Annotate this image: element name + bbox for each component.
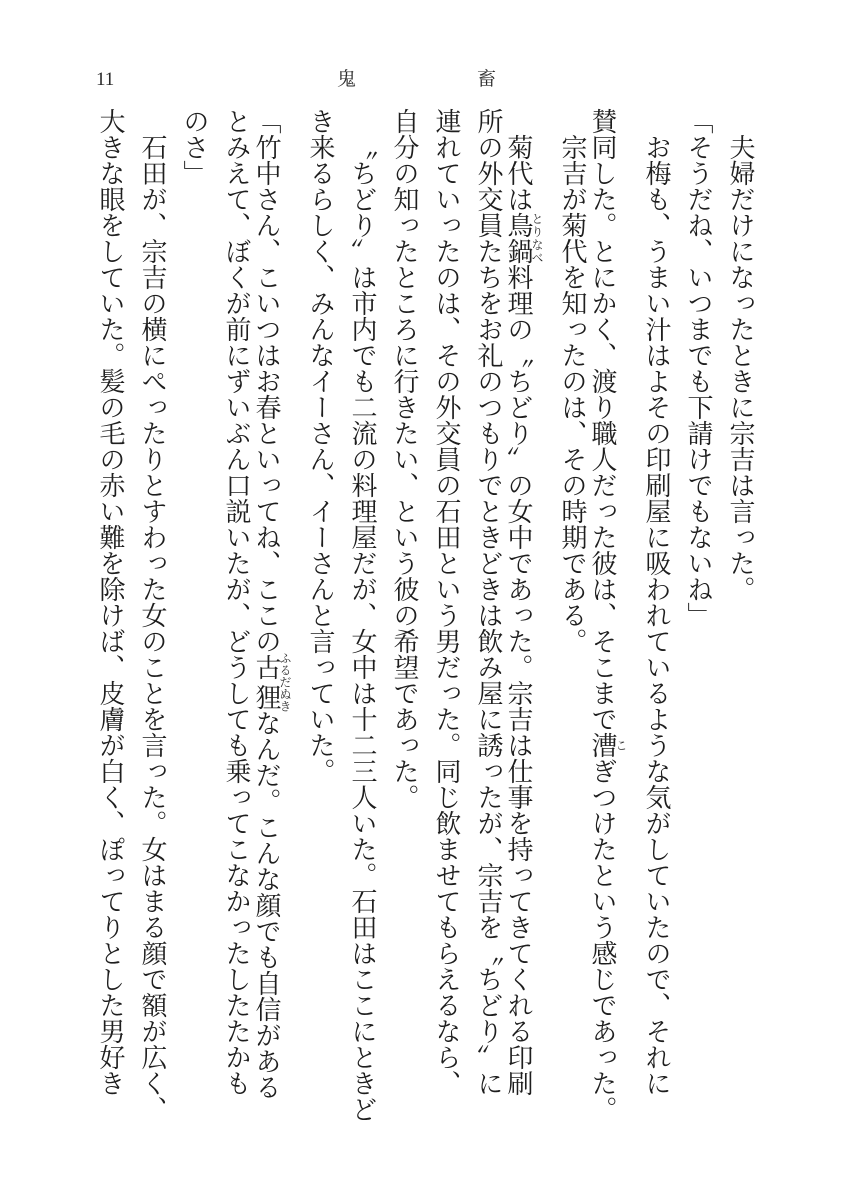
text-column-12 <box>251 108 292 1100</box>
text-column-7: 所の外交員たちをお礼のつもりでときどきは飲み屋に誘ったが、宗吉を〝ちどり〟に <box>473 108 503 1096</box>
text-column-4 <box>587 108 628 1122</box>
text-segment: 賛同した。とにかく、渡り職人だった彼は、そこまで <box>587 108 617 732</box>
text-column-2: 「そうだね、いつまでも下請けでもないね」 <box>683 108 713 628</box>
text-column-16: 大きな眼をしていた。髪の毛の赤い難を除けば、皮膚が白く、ぽってりとした男好き <box>95 108 125 1096</box>
text-segment: 「竹中さん、こいつはお春といってね、ここの <box>251 108 281 654</box>
text-column-6 <box>503 108 544 1096</box>
text-column-1: 夫婦だけになったときに宗吉は言った。 <box>725 134 755 602</box>
text-column-10: 〝ちどり〟は市内でも二流の料理屋だが、女中は十二三人いた。石田はここにときど <box>347 134 377 1122</box>
running-title-char-1: 鬼 <box>337 69 357 90</box>
text-segment: 菊代は <box>503 134 533 212</box>
page-number: 11 <box>96 69 115 90</box>
text-column-13: とみえて、ぼくが前にずいぶん口説いたが、どうしても乗ってこなかったしたたかも <box>221 108 251 1096</box>
ruby-base: 鳥鍋 <box>503 212 533 264</box>
text-column-5: 宗吉が菊代を知ったのは、その時期である。 <box>557 134 587 654</box>
ruby-base: 古狸 <box>251 652 281 712</box>
ruby-annotated-word <box>251 652 292 712</box>
ruby-reading: こ <box>614 732 628 758</box>
text-column-3: お梅も、うまい汁はよその印刷屋に吸われているような気がしていたので、それに <box>641 134 671 1096</box>
text-column-11: き来るらしく、みんなイーさん、イーさんと言っていた。 <box>305 108 335 784</box>
text-column-9: 自分の知ったところに行きたい、という彼の希望であった。 <box>389 108 419 810</box>
ruby-annotated-word <box>503 212 544 264</box>
text-column-8: 連れていったのは、その外交員の石田という男だった。同じ飲ませてもらえるなら、 <box>431 108 461 1096</box>
text-segment: ぎつけたという感じであった。 <box>587 758 617 1122</box>
ruby-annotated-word <box>587 732 628 758</box>
text-segment: なんだ。こんな顔でも自信がある <box>251 710 281 1100</box>
text-segment: 料理の〝ちどり〟の女中であった。宗吉は仕事を持ってきてくれる印刷 <box>503 264 533 1096</box>
ruby-base: 漕 <box>587 732 617 758</box>
running-title-char-2: 畜 <box>477 69 497 90</box>
text-column-15: 石田が、宗吉の横にぺったりとすわった女のことを言った。女はまる顔で額が広く、 <box>137 134 167 1122</box>
ruby-reading: ふるだぬき <box>278 652 292 712</box>
ruby-reading: とりなべ <box>530 212 544 264</box>
text-column-14: のさ」 <box>179 108 209 186</box>
